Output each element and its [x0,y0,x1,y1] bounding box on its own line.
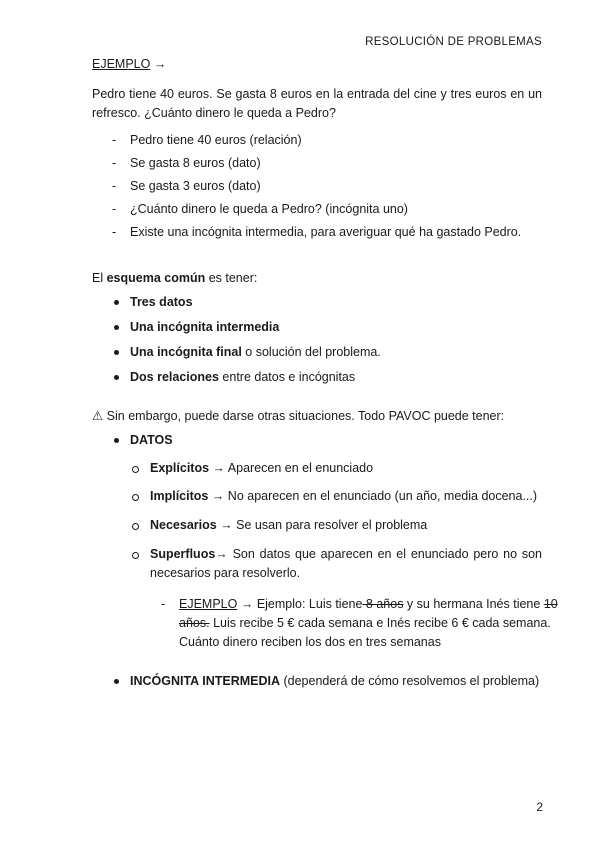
sub-rest: → Aparecen en el enunciado [209,461,374,475]
bullet-dot [114,325,119,330]
sub-item [150,547,542,561]
sub-bold: Implícitos [150,489,209,503]
scheme-intro-post: es tener: [205,271,258,285]
sub-item [150,518,427,532]
intermediate-bold: INCÓGNITA INTERMEDIA [130,674,280,688]
item-rest: entre datos e incógnitas [218,370,356,384]
dash-bullet: - [112,202,117,216]
sub-bold: Necesarios [150,518,217,532]
list-item: Se gasta 8 euros (dato) [130,156,261,170]
dash-bullet: - [112,133,117,147]
example2-line2 [179,616,551,630]
sub-rest: → Se usan para resolver el problema [216,518,428,532]
list-item: Pedro tiene 40 euros (relación) [130,133,302,147]
list-item [130,345,381,359]
sub-item [150,489,537,503]
arrow: → [153,57,167,71]
bullet-dot [114,438,119,443]
bullet-dot [114,375,119,380]
list-item: Se gasta 3 euros (dato) [130,179,261,193]
item-bold: Una incógnita intermedia [130,320,280,334]
item-bold: Tres datos [130,295,193,309]
dash-bullet: - [112,179,117,193]
page-header: RESOLUCIÓN DE PROBLEMAS [365,36,542,48]
datos-label: DATOS [130,433,173,447]
circle-bullet [132,494,139,501]
scheme-intro [92,271,257,285]
example2-label: EJEMPLO [179,597,238,611]
example2-text: y su hermana Inés tiene [403,597,544,611]
example2-text: Luis recibe 5 € cada semana e Inés recibe 6 € cada semana. [209,616,551,630]
list-item: Existe una incógnita intermedia, para averiguar qué ha gastado Pedro. [130,225,522,239]
example-label: EJEMPLO [92,57,151,71]
list-item [130,295,193,309]
dash-bullet: - [161,597,166,611]
example-heading [92,57,166,71]
item-rest: o solución del problema. [241,345,381,359]
arrow: → [237,597,257,611]
dash-bullet: - [112,156,117,170]
sub-bold: Explícitos [150,461,210,475]
scheme-intro-bold: esquema común [106,271,206,285]
circle-bullet [132,523,139,530]
sub-rest: → No aparecen en el enunciado (un año, media docena...) [208,489,538,503]
warning-line: ⚠ Sin embargo, puede darse otras situaciones. Todo PAVOC puede tener: [92,409,505,423]
circle-bullet [132,466,139,473]
scheme-intro-pre: El [92,271,107,285]
page-number: 2 [536,800,543,814]
circle-bullet [132,552,139,559]
item-bold: Dos relaciones [130,370,219,384]
bullet-dot [114,300,119,305]
sub-item-cont: necesarios para resolverlo. [150,566,301,580]
sub-rest: → Son datos que aparecen en el enunciado pero no son [215,547,542,561]
example2-line1 [179,597,558,611]
list-item: ¿Cuánto dinero le queda a Pedro? (incógnita uno) [130,202,408,216]
sub-bold: Superfluos [150,547,216,561]
example-text-line2: refresco. ¿Cuánto dinero le queda a Pedro? [92,106,336,120]
list-item [130,320,279,334]
example2-text: Ejemplo: Luis tiene [256,597,363,611]
list-item [130,370,355,384]
example-text-line1: Pedro tiene 40 euros. Se gasta 8 euros en la entrada del cine y tres euros en un [92,87,542,101]
bullet-dot [114,679,119,684]
struck-text: 10 [543,597,558,611]
item-bold: Una incógnita final [130,345,242,359]
dash-bullet: - [112,225,117,239]
struck-text: 8 años [362,597,404,611]
example2-line3: Cuánto dinero reciben los dos en tres semanas [179,635,441,649]
sub-item [150,461,373,475]
intermediate-item [130,674,539,688]
intermediate-rest: (dependerá de cómo resolvemos el problema) [280,674,540,688]
bullet-dot [114,350,119,355]
struck-text: años. [179,616,210,630]
